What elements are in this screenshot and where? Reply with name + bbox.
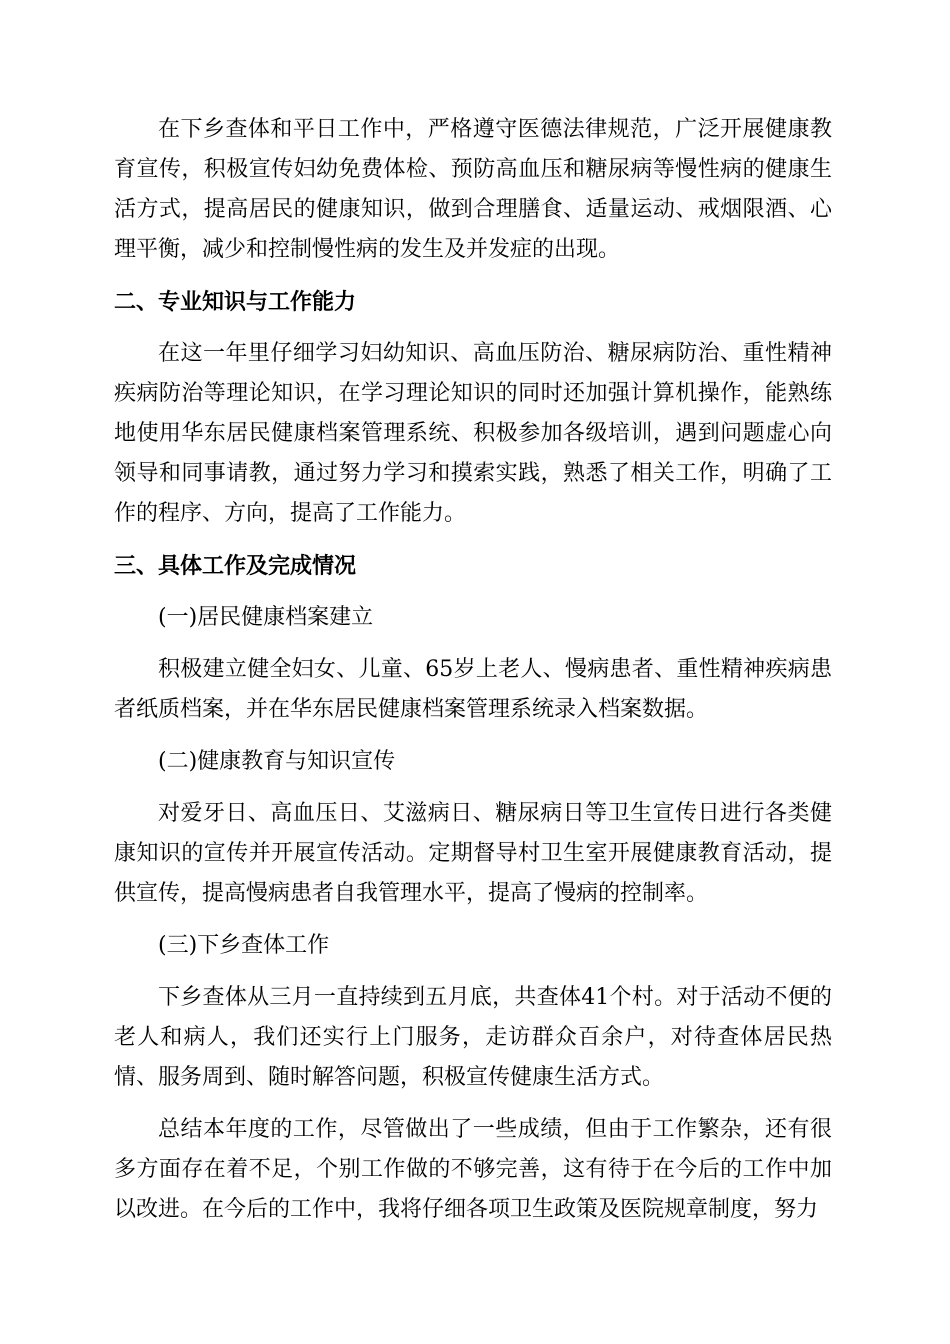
section-heading-professional-knowledge: 二、专业知识与工作能力 xyxy=(114,289,357,315)
document-body xyxy=(114,110,832,1242)
section-heading-specific-work: 三、具体工作及完成情况 xyxy=(114,553,357,579)
subheading-health-records: (一)居民健康档案建立 xyxy=(158,605,374,630)
paragraph-health-records: 积极建立健全妇女、儿童、65岁上老人、慢病患者、重性精神疾病患者纸质档案，并在华东居民健康档案管理系统录入档案数据。 xyxy=(114,657,832,722)
paragraph-health-education-publicity: 对爱牙日、高血压日、艾滋病日、糖尿病日等卫生宣传日进行各类健康知识的宣传并开展宣传活动。定期督导村卫生室开展健康教育活动，提供宣传，提高慢病患者自我管理水平，提高了慢病的控制率。 xyxy=(114,801,832,906)
paragraph-rural-checkup: 下乡查体从三月一直持续到五月底，共查体41个村。对于活动不便的老人和病人，我们还实行上门服务，走访群众百余户，对待查体居民热情、服务周到、随时解答问题，积极宣传健康生活方式。 xyxy=(114,985,832,1090)
paragraph-professional-knowledge: 在这一年里仔细学习妇幼知识、高血压防治、糖尿病防治、重性精神疾病防治等理论知识，在学习理论知识的同时还加强计算机操作，能熟练地使用华东居民健康档案管理系统、积极参加各级培训，遇到问题虚心向领导和同事请教，通过努力学习和摸索实践，熟悉了相关工作，明确了工作的程序、方向，提高了工作能力。 xyxy=(114,341,832,526)
paragraph-health-education: 在下乡查体和平日工作中，严格遵守医德法律规范，广泛开展健康教育宣传，积极宣传妇幼免费体检、预防高血压和糖尿病等慢性病的健康生活方式，提高居民的健康知识，做到合理膳食、适量运动、戒烟限酒、心理平衡，减少和控制慢性病的发生及并发症的出现。 xyxy=(114,117,832,262)
paragraph-summary: 总结本年度的工作，尽管做出了一些成绩，但由于工作繁杂，还有很多方面存在着不足，个别工作做的不够完善，这有待于在今后的工作中加以改进。在今后的工作中，我将仔细各项卫生政策及医院规章制度，努力 xyxy=(114,1117,832,1222)
subheading-rural-checkup: (三)下乡查体工作 xyxy=(158,933,330,958)
subheading-health-education-publicity: (二)健康教育与知识宣传 xyxy=(158,749,396,774)
